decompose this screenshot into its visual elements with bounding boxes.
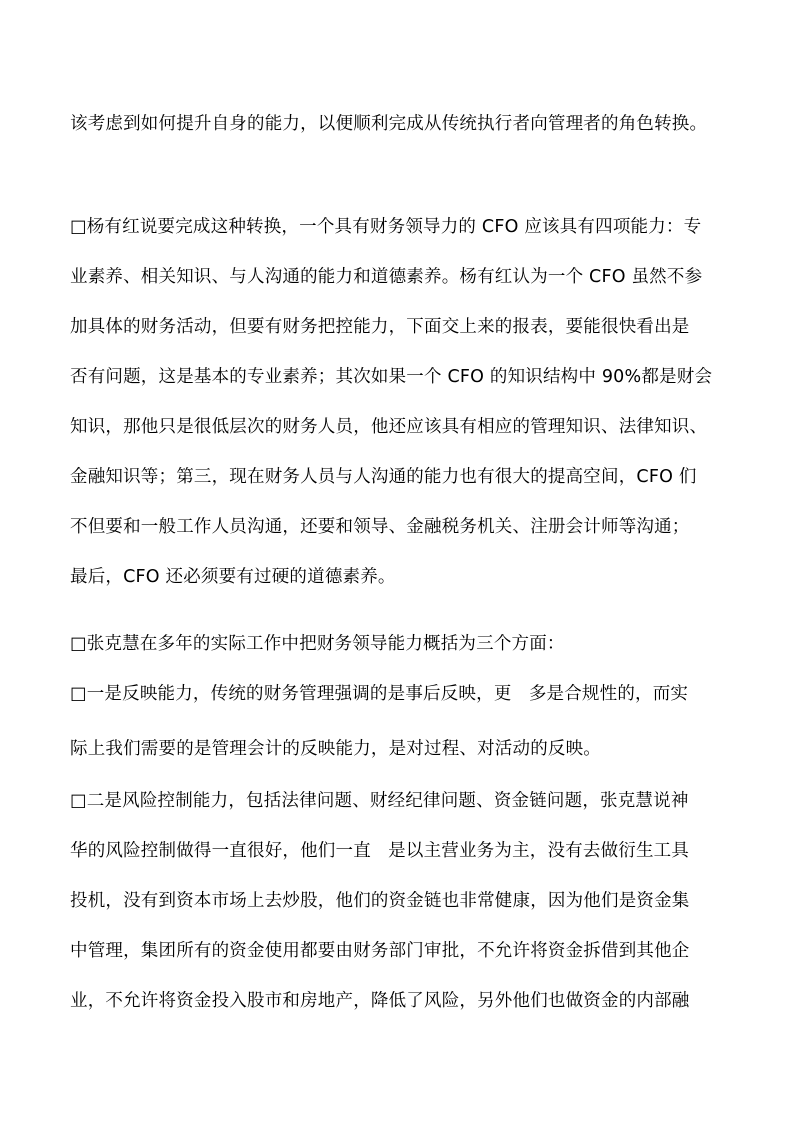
paragraph-line: 业素养、相关知识、与人沟通的能力和道德素养。杨有红认为一个 CFO 虽然不参	[70, 267, 703, 287]
paragraph-line: 知识，那他只是很低层次的财务人员，他还应该具有相应的管理知识、法律知识、	[70, 417, 708, 437]
paragraph-line: 该考虑到如何提升自身的能力，以便顺利完成从传统执行者向管理者的角色转换。	[70, 114, 708, 134]
paragraph-line: 金融知识等；第三，现在财务人员与人沟通的能力也有很大的提高空间，CFO 们	[70, 467, 697, 487]
paragraph-line: 加具体的财务活动，但要有财务把控能力，下面交上来的报表，要能很快看出是	[70, 317, 690, 337]
paragraph-line: 不但要和一般工作人员沟通，还要和领导、金融税务机关、注册会计师等沟通；	[70, 517, 690, 537]
paragraph-line: □杨有红说要完成这种转换，一个具有财务领导力的 CFO 应该具有四项能力：专	[70, 217, 702, 237]
paragraph-line: 最后，CFO 还必须要有过硬的道德素养。	[70, 567, 396, 587]
paragraph-line: 中管理，集团所有的资金使用都要由财务部门审批，不允许将资金拆借到其他企	[70, 941, 690, 961]
paragraph-line: □一是反映能力，传统的财务管理强调的是事后反映，更 多是合规性的，而实	[70, 684, 689, 704]
paragraph-line: 业，不允许将资金投入股市和房地产，降低了风险，另外他们也做资金的内部融	[70, 991, 690, 1011]
paragraph-line: 否有问题，这是基本的专业素养；其次如果一个 CFO 的知识结构中 90%都是财会	[70, 367, 713, 387]
paragraph-line: 际上我们需要的是管理会计的反映能力，是对过程、对活动的反映。	[70, 739, 601, 759]
paragraph-line: □张克慧在多年的实际工作中把财务领导能力概括为三个方面：	[70, 634, 565, 654]
paragraph-line: □二是风险控制能力，包括法律问题、财经纪律问题、资金链问题，张克慧说神	[70, 791, 689, 811]
paragraph-line: 投机，没有到资本市场上去炒股，他们的资金链也非常健康，因为他们是资金集	[70, 891, 690, 911]
paragraph-line: 华的风险控制做得一直很好，他们一直 是以主营业务为主，没有去做衍生工具	[70, 841, 690, 861]
